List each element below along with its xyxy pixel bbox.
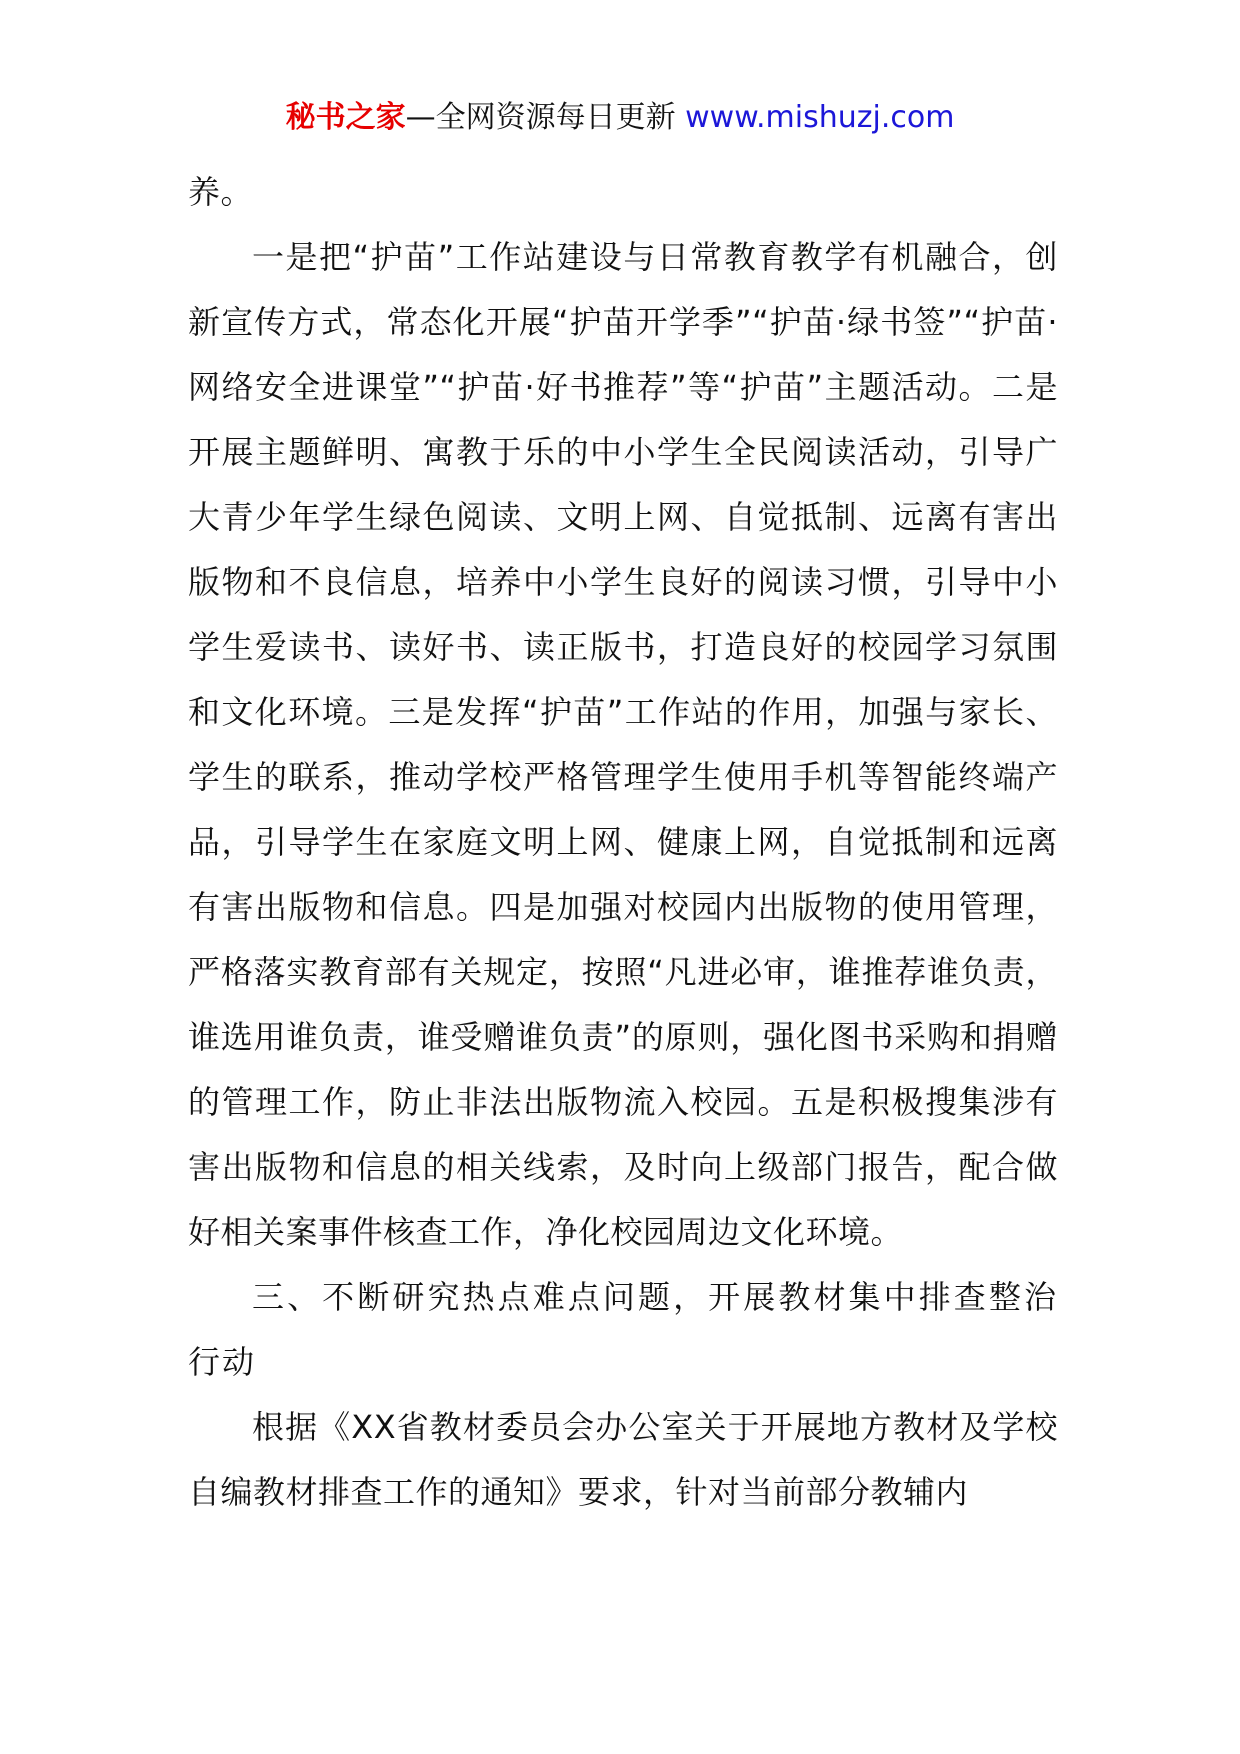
continuation-text: 养。 (188, 173, 254, 211)
section-heading-three: 三、不断研究热点难点问题，开展教材集中排查整治行动 (188, 1278, 1058, 1381)
site-brand: 秘书之家 (285, 100, 406, 135)
site-tagline: —全网资源每日更新 (405, 100, 676, 135)
site-header (0, 98, 1240, 138)
document-body (188, 160, 1058, 1525)
paragraph-hu-miao-workstation: 一是把“护苗”工作站建设与日常教育教学有机融合，创新宣传方式，常态化开展“护苗开学季”“护苗·绿书签”“护苗·网络安全进课堂”“护苗·好书推荐”等“护苗”主题活动。二是开展主题鲜明、寓教于乐的中小学生全民阅读活动，引导广大青少年学生绿色阅读、文明上网、自觉抵制、远离有害出版物和不良信息，培养中小学生良好的阅读习惯，引导中小学生爱读书、读好书、读正版书，打造良好的校园学习氛围和文化环境。三是发挥“护苗”工作站的作用，加强与家长、学生的联系，推动学校严格管理学生使用手机等智能终端产品，引导学生在家庭文明上网、健康上网，自觉抵制和远离有害出版物和信息。四是加强对校园内出版物的使用管理，严格落实教育部有关规定，按照“凡进必审，谁推荐谁负责，谁选用谁负责，谁受赠谁负责”的原则，强化图书采购和捐赠的管理工作，防止非法出版物流入校园。五是积极搜集涉有害出版物和信息的相关线索，及时向上级部门报告，配合做好相关案事件核查工作，净化校园周边文化环境。 (188, 238, 1058, 1251)
paragraph-textbook-inspection: 根据《XX省教材委员会办公室关于开展地方教材及学校自编教材排查工作的通知》要求，针对当前部分教辅内 (188, 1408, 1058, 1511)
site-url-link[interactable]: www.mishuzj.com (685, 100, 955, 135)
